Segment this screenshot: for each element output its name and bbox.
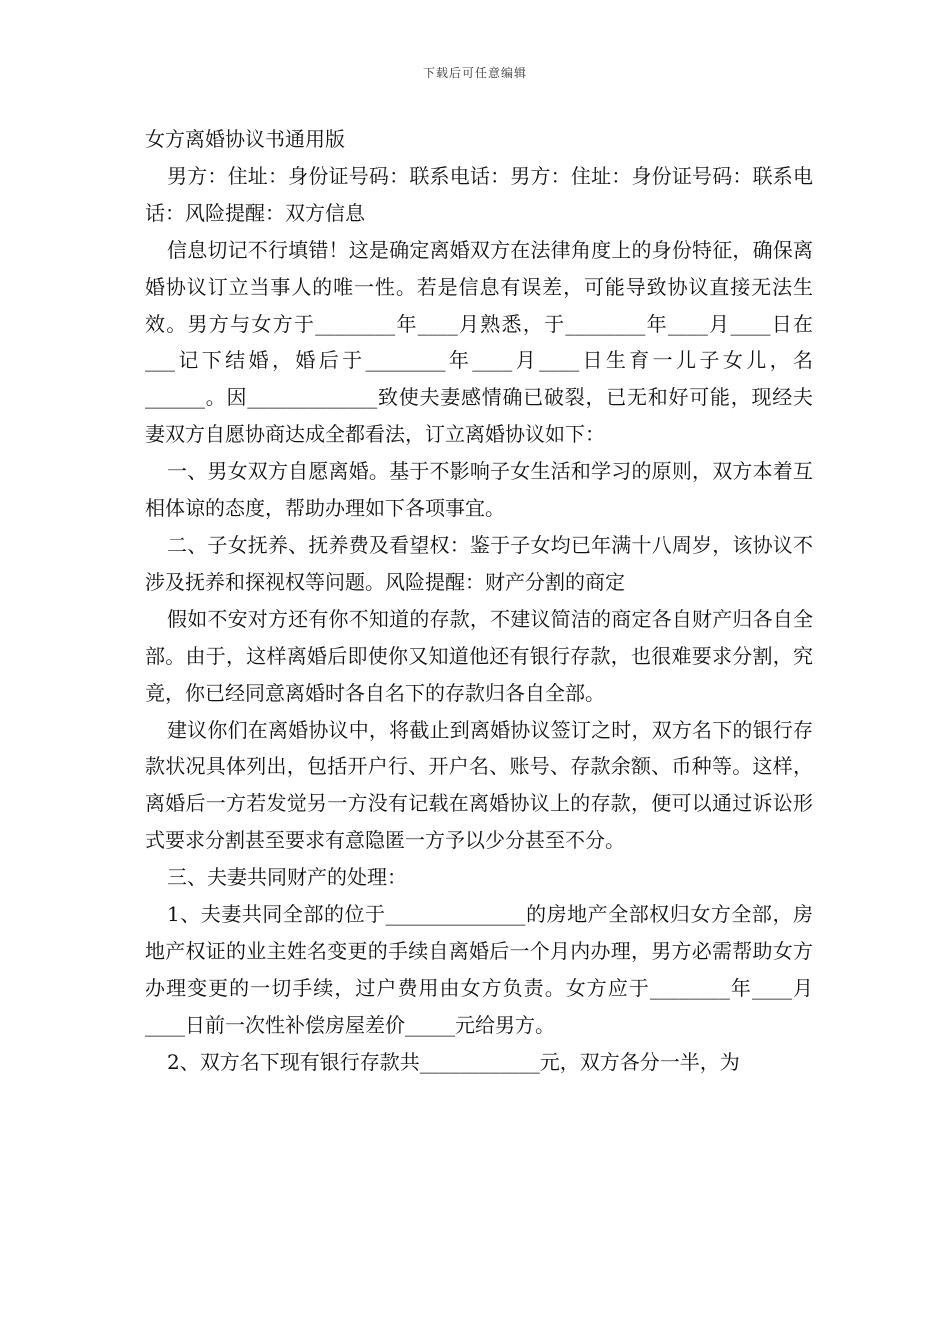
paragraph-clause-3-item-1: 1、夫妻共同全部的位于______________的房地产全部权归女方全部，房地产权证的业主姓名变更的手续自离婚后一个月内办理，男方必需帮助女方办理变更的一切手续，过户费用由女方负责。女方应于________年____月____日前一次性补偿房屋差价_____元给男方。 xyxy=(145,902,813,1037)
document-title: 女方离婚协议书通用版 xyxy=(145,127,345,151)
paragraph-bank-deposits-advice: 建议你们在离婚协议中，将截止到离婚协议签订之时，双方名下的银行存款状况具体列出，包括开户行、开户名、账号、存款余额、币种等。这样，离婚后一方若发觉另一方没有记载在离婚协议上的存款，便可以通过诉讼形式要求分割甚至要求有意隐匿一方予以少分甚至不分。 xyxy=(145,717,813,853)
page-header-note: 下载后可任意编辑 xyxy=(422,66,527,80)
paragraph-marriage-background: 信息切记不行填错！这是确定离婚双方在法律角度上的身份特征，确保离婚协议订立当事人的唯一性。若是信息有误差，可能导致协议直接无法生效。男方与女方于________年____月熟悉，于________年____月____日在___记下结婚，婚后于________年____月____日生育一儿子女儿，名______。因_____________致使夫妻感情确已破裂，已无和好可能，现经夫妻双方自愿协商达成全都看法，订立离婚协议如下： xyxy=(145,237,813,447)
paragraph-clause-2-children: 二、子女抚养、抚养费及看望权：鉴于子女均已年满十八周岁，该协议不涉及抚养和探视权等问题。风险提醒：财产分割的商定 xyxy=(145,532,813,594)
document-body xyxy=(145,121,813,1081)
paragraph-clause-3-heading: 三、夫妻共同财产的处理： xyxy=(167,865,407,890)
paragraph-clause-1-divorce: 一、男女双方自愿离婚。基于不影响子女生活和学习的原则，双方本着互相体谅的态度，帮助办理如下各项事宜。 xyxy=(145,459,813,521)
paragraph-parties-info: 男方：住址：身份证号码：联系电话：男方：住址：身份证号码：联系电话：风险提醒：双方信息 xyxy=(145,163,813,225)
paragraph-property-warning: 假如不安对方还有你不知道的存款，不建议简洁的商定各自财产归各自全部。由于，这样离婚后即使你又知道他还有银行存款，也很难要求分割，究竟，你已经同意离婚时各自名下的存款归各自全部。 xyxy=(145,606,813,705)
paragraph-clause-3-item-2: 2、双方名下现有银行存款共____________元，双方各分一半，为 xyxy=(167,1049,740,1074)
